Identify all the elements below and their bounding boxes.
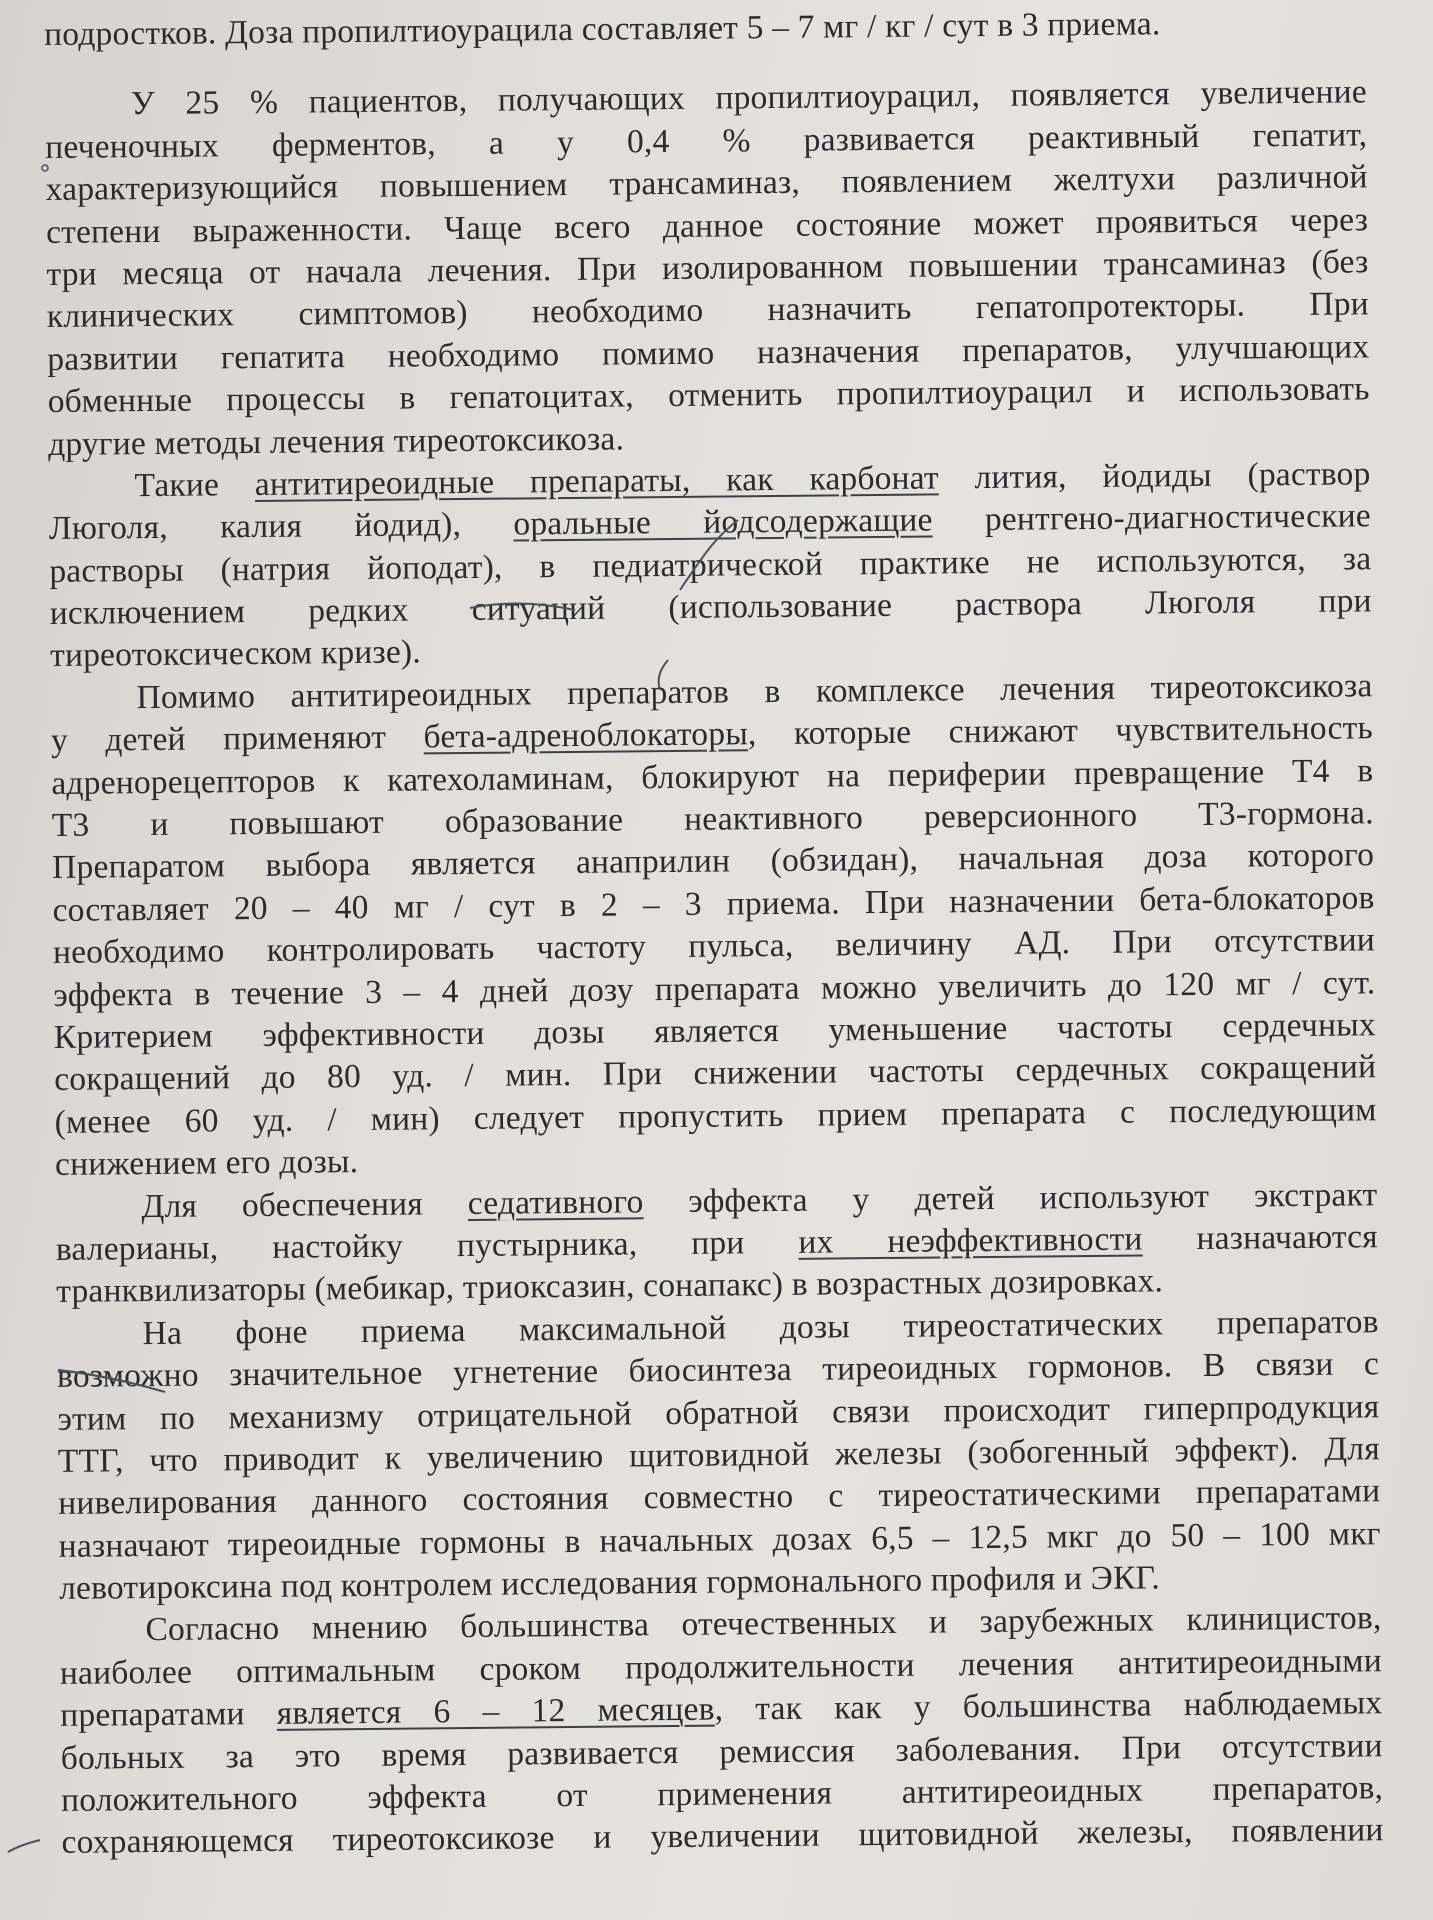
text-segment: больных за это время развивается ремиссия заболевания. При отсутствии	[60, 1726, 1383, 1777]
text-segment: три месяца от начала лечения. При изолированном повышении трансаминаз (без	[46, 243, 1369, 293]
text-segment: рентгено-диагностические	[932, 497, 1372, 539]
text-segment: обменные процессы в гепатоцитах, отменить пропилтиоурацил и использовать	[47, 370, 1370, 421]
text-segment: , которые снижают чувствительность	[747, 709, 1374, 753]
text-segment: степени выраженности. Чаще всего данное состояние может проявиться через	[45, 200, 1369, 251]
text-segment: препаратами	[60, 1695, 277, 1735]
text-segment: адренорецепторов к катехоламинам, блокируют на периферии превращение Т4 в	[51, 751, 1374, 802]
text-segment: положительного эффекта от применения антитиреоидных препаратов,	[60, 1769, 1384, 1819]
text-segment: возможно значительное угнетение биосинтеза тиреоидных гормонов. В связи с	[56, 1345, 1380, 1396]
text-segment: назначаются	[1142, 1218, 1378, 1258]
text-segment: лития, йодиды (раствор	[938, 455, 1371, 497]
text-segment: другие методы лечения тиреотоксикоза.	[47, 419, 625, 463]
text-segment: Люголя, калия йодид),	[48, 505, 514, 548]
text-segment: подростков. Доза пропилтиоурацила составляет 5 – 7 мг / кг / сут в 3 приема.	[44, 5, 1161, 53]
text-segment: Такие	[134, 465, 255, 505]
pen-tick-mark	[8, 1840, 40, 1852]
text-segment: Критерием эффективности дозы является уменьшение частоты сердечных	[53, 1006, 1376, 1056]
text-segment: назначают тиреоидные гормоны в начальных дозах 6,5 – 12,5 мкг до 50 – 100 мкг	[58, 1514, 1381, 1565]
text-segment: сохраняющемся тиреотоксикозе и увеличении щитовидной железы, появлении	[61, 1811, 1384, 1862]
text-segment: составляет 20 – 40 мг / сут в 2 – 3 приема. При назначении бета-блокаторов	[52, 879, 1375, 929]
text-segment: сокращений до 80 уд. / мин. При снижении частоты сердечных сокращений	[54, 1048, 1377, 1099]
text-segment: исключением редких ситуаций (использование раствора Люголя при	[49, 582, 1372, 633]
text-segment: эффекта в течение 3 – 4 дней дозу препарата можно увеличить до 120 мг / сут.	[53, 963, 1376, 1014]
text-segment: тиреотоксическом кризе).	[49, 633, 422, 675]
text-segment: снижением его дозы.	[54, 1143, 359, 1184]
underlined-phrase: их неэффективности	[798, 1220, 1143, 1261]
text-segment: Согласно мнению большинства отечественных и зарубежных клиницистов,	[145, 1599, 1382, 1649]
document-body	[44, 1, 1384, 1864]
text-segment: На фоне приема максимальной дозы тиреостатических препаратов	[142, 1302, 1379, 1352]
underlined-phrase: является 6 – 12 месяцев	[276, 1690, 715, 1733]
text-segment: левотироксина под контролем исследования гормонального профиля и ЭКГ.	[58, 1559, 1161, 1607]
text-segment: этим по механизму отрицательной обратной связи происходит гиперпродукция	[57, 1387, 1380, 1438]
text-segment: клинических симптомов) необходимо назначить гепатопротекторы. При	[46, 285, 1370, 336]
text-segment: транквилизаторы (мебикар, триоксазин, сонапакс) в возрастных дозировках.	[56, 1262, 1164, 1311]
text-segment: нивелирования данного состояния совместно с тиреостатическими препаратами	[58, 1472, 1381, 1523]
text-segment: Т3 и повышают образование неактивного реверсионного Т3-гормона.	[51, 794, 1374, 844]
underlined-phrase: оральные йодсодержащие	[513, 501, 933, 543]
text-segment: У 25 % пациентов, получающих пропилтиоурацил, появляется увеличение	[130, 73, 1367, 123]
text-segment: необходимо контролировать частоту пульса, величину АД. При отсутствии	[52, 921, 1376, 972]
text-segment: , так как у большинства наблюдаемых	[714, 1684, 1383, 1728]
text-segment: Препаратом выбора является анаприлин (обзидан), начальная доза которого	[52, 836, 1375, 887]
underlined-phrase: седативного	[467, 1182, 644, 1222]
text-segment: валерианы, настойку пустырника, при	[55, 1223, 799, 1268]
text-segment: эффекта у детей используют экстракт	[643, 1175, 1378, 1220]
text-segment: (менее 60 уд. / мин) следует пропустить прием препарата с последующим	[54, 1091, 1377, 1141]
text-segment: характеризующийся повышением трансаминаз, появлением желтухи различной	[45, 158, 1368, 209]
text-segment: развитии гепатита необходимо помимо назначения препаратов, улучшающих	[47, 328, 1370, 378]
text-segment: Для обеспечения	[141, 1184, 468, 1225]
text-segment: Помимо антитиреоидных препаратов в комплексе лечения тиреотоксикоза	[136, 667, 1373, 717]
underlined-phrase: бета-адреноблокаторы	[423, 715, 749, 756]
text-segment: растворы (натрия йоподат), в педиатрической практике не используются, за	[49, 539, 1372, 590]
underlined-phrase: антитиреоидные препараты, как карбонат	[254, 459, 939, 503]
text-segment: у детей применяют	[50, 718, 424, 760]
text-segment: наиболее оптимальным сроком продолжительности лечения антитиреоидными	[59, 1642, 1383, 1692]
text-segment: печеночных ферментов, а у 0,4 % развивается реактивный гепатит,	[45, 116, 1368, 166]
text-segment: ТТГ, что приводит к увеличению щитовидной железы (зобогенный эффект). Для	[57, 1430, 1381, 1480]
